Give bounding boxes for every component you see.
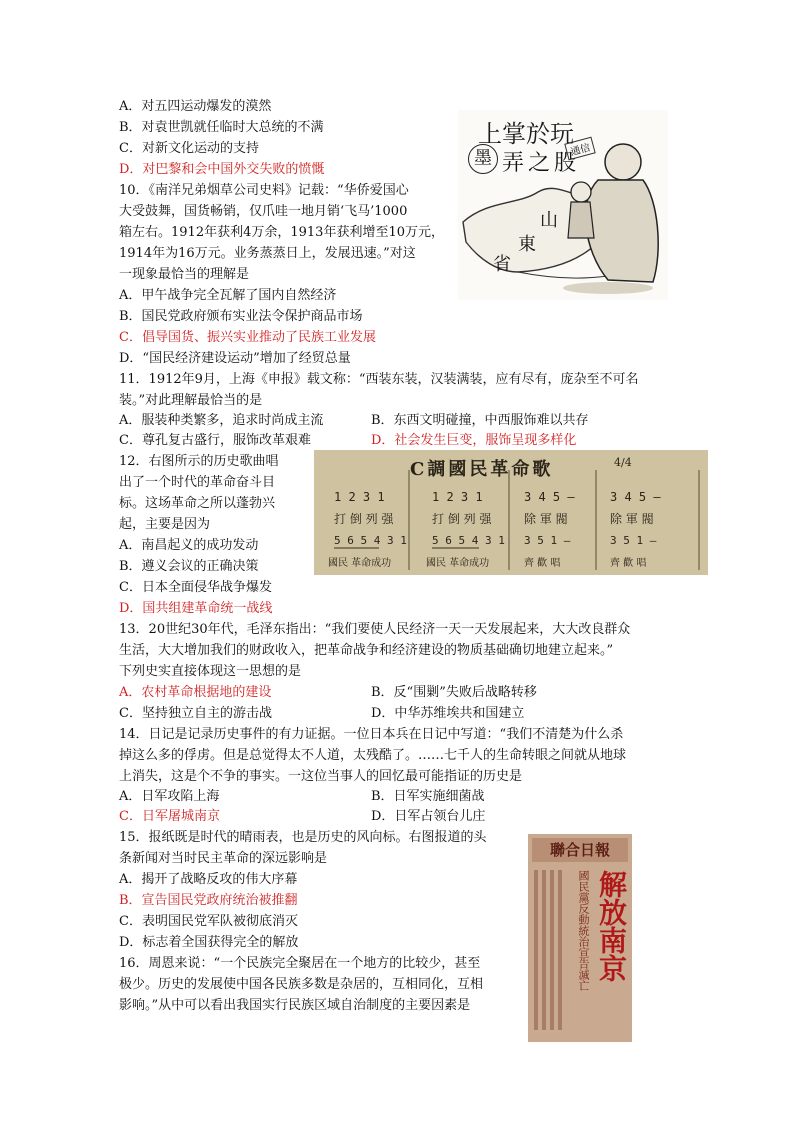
song-notes: 3 4 5 — xyxy=(524,490,575,504)
q10-option-c-answer: C．倡导国货、振兴实业推动了民族工业发展 xyxy=(119,330,376,345)
q15-option-a: A．揭开了战略反攻的伟大序幕 xyxy=(119,872,298,887)
cartoon-tag: 通信 xyxy=(564,137,595,161)
cartoon-seal: 墨 xyxy=(468,144,498,174)
q9-option-b: B．对袁世凯就任临时大总统的不满 xyxy=(119,120,324,135)
song-lyrics: 國民 革命成功 xyxy=(426,558,490,569)
q13-option-d: D．中华苏维埃共和国建立 xyxy=(371,706,525,721)
q9-option-a: A．对五四运动爆发的漠然 xyxy=(119,99,272,114)
q15-option-d: D．标志着全国获得完全的解放 xyxy=(119,935,299,950)
song-lyrics: 除 軍 閥 xyxy=(610,512,654,526)
song-key: C調 xyxy=(410,459,449,480)
q15-option-b-answer: B．宣告国民党政府统治被推翻 xyxy=(119,893,298,908)
q11-option-b: B．东西文明碰撞，中西服饰难以共存 xyxy=(371,413,589,428)
q16-stem-line: 影响。”从中可以看出我国实行民族区域自治制度的主要因素是 xyxy=(119,998,471,1013)
q12-option-b: B．遵义会议的正确决策 xyxy=(119,559,259,574)
q12-stem-line: 12．右图所示的历史歌曲唱 xyxy=(119,454,279,469)
q9-option-d-answer: D．对巴黎和会中国外交失败的愤慨 xyxy=(119,162,325,177)
song-sheet-image xyxy=(314,450,708,575)
q13-stem-line: 13．20世纪30年代，毛泽东指出：“我们要使人民经济一天一天发展起来，大大改良群众 xyxy=(119,622,631,637)
q12-stem-line: 出了一个时代的革命奋斗目 xyxy=(119,475,276,490)
song-lyrics: 打 倒 列 强 xyxy=(432,512,492,526)
q11-stem-line: 11．1912年9月，上海《申报》载文称：“西装东装，汉装满装，应有尽有，庞杂至不可名 xyxy=(119,372,639,387)
cartoon-title-bottom: 股之弄 xyxy=(502,151,581,176)
q14-option-c-answer: C．日军屠城南京 xyxy=(119,809,220,824)
newspaper-headline: 解放南京 xyxy=(595,870,628,982)
q15-stem-line: 15．报纸既是时代的晴雨表，也是历史的风向标。右图报道的头 xyxy=(119,830,487,845)
q16-stem-line: 16．周恩来说：“一个民族完全聚居在一个地方的比较少，甚至 xyxy=(119,956,481,971)
q12-option-d-answer: D．国共组建革命统一战线 xyxy=(119,601,273,616)
song-notes: 1 2 3 1 xyxy=(432,490,483,504)
q12-option-a: A．南昌起义的成功发动 xyxy=(119,538,259,553)
cartoon-map-char: 省 xyxy=(493,254,511,275)
song-title: 國民革命歌 xyxy=(448,459,554,480)
q11-option-c: C．尊孔复古盛行，服饰改革艰难 xyxy=(119,433,311,448)
song-lyrics: 除 軍 閥 xyxy=(524,512,568,526)
song-meter: 4/4 xyxy=(614,456,632,469)
cartoon-map-char: 山 xyxy=(540,210,558,231)
q13-stem-line: 下列史实直接体现这一思想的是 xyxy=(119,664,302,679)
q10-stem-line: 一现象最恰当的理解是 xyxy=(119,267,250,282)
cartoon-map-char: 東 xyxy=(518,234,536,255)
q9-option-c: C．对新文化运动的支持 xyxy=(119,141,259,156)
q15-option-c: C．表明国民党军队被彻底消灭 xyxy=(119,914,298,929)
q13-option-c: C．坚持独立自主的游击战 xyxy=(119,706,272,721)
q12-stem-line: 标。这场革命之所以蓬勃兴 xyxy=(119,496,276,511)
q11-stem-line: 装。”对此理解最恰当的是 xyxy=(119,393,263,408)
song-notes: 3 5 1 — xyxy=(524,534,571,547)
song-lyrics: 國民 革命成功 xyxy=(328,558,392,569)
q15-stem-line: 条新闻对当时民主革命的深远影响是 xyxy=(119,851,328,866)
song-notes: 3 4 5 — xyxy=(610,490,661,504)
song-notes: 5 6 5 4 3 1 xyxy=(334,534,407,547)
q10-option-a: A．甲午战争完全瓦解了国内自然经济 xyxy=(119,288,337,303)
song-lyrics: 齊 歡 唱 xyxy=(524,558,561,569)
q10-stem-line: 箱左右。1912年获利4万余，1913年获利增至10万元， xyxy=(119,225,444,240)
q11-option-a: A．服装种类繁多，追求时尚成主流 xyxy=(119,413,324,428)
q14-stem-line: 掉这么多的俘虏。但是总觉得太不人道，太残酷了。……七千人的生命转眼之间就从地球 xyxy=(119,748,627,763)
song-notes: 1 2 3 1 xyxy=(334,490,385,504)
song-lyrics: 齊 歡 唱 xyxy=(610,558,647,569)
q12-stem-line: 起，主要是因为 xyxy=(119,517,211,532)
cartoon-title-top: 上掌於玩 xyxy=(478,120,574,148)
cartoon-illustration xyxy=(458,110,668,300)
q13-option-b: B．反“围剿”失败后战略转移 xyxy=(371,685,537,700)
song-notes: 3 5 1 — xyxy=(610,534,657,547)
q14-option-a: A．日军攻陷上海 xyxy=(119,789,220,804)
q13-option-a-answer: A．农村革命根据地的建设 xyxy=(119,685,272,700)
q14-option-d: D．日军占领台儿庄 xyxy=(371,809,486,824)
q13-stem-line: 生活，大大增加我们的财政收入，把革命战争和经济建设的物质基础确切地建立起来。” xyxy=(119,643,614,658)
q14-stem-line: 上消失，这是个不争的事实。一这位当事人的回忆最可能指证的历史是 xyxy=(119,769,523,784)
newspaper-image xyxy=(528,834,632,1042)
q10-option-b: B．国民党政府颁布实业法令保护商品市场 xyxy=(119,309,363,324)
q14-stem-line: 14．日记是记录历史事件的有力证据。一位日本兵在日记中写道：“我们不清楚为什么杀 xyxy=(119,727,624,742)
q11-option-d-answer: D．社会发生巨变，服饰呈现多样化 xyxy=(371,433,577,448)
newspaper-text-columns xyxy=(532,870,564,1035)
song-lyrics: 打 倒 列 强 xyxy=(334,512,394,526)
newspaper-masthead: 報日合聯 xyxy=(532,838,628,862)
q10-stem-line: 大受鼓舞，国货畅销，仅爪哇一地月销‘飞马’1000 xyxy=(119,204,408,219)
q16-stem-line: 极少。历史的发展使中国各民族多数是杂居的，互相同化，互相 xyxy=(119,977,484,992)
q12-option-c: C．日本全面侵华战争爆发 xyxy=(119,580,272,595)
q10-option-d: D．“国民经济建设运动”增加了经贸总量 xyxy=(119,351,351,366)
q10-stem-line: 10．《南洋兄弟烟草公司史料》记载：“华侨爱国心 xyxy=(119,183,409,198)
q14-option-b: B．日军实施细菌战 xyxy=(371,789,485,804)
q10-stem-line: 1914年为16万元。业务蒸蒸日上，发展迅速。”对这 xyxy=(119,246,416,261)
newspaper-subhead: 國民黨反動統治宣告滅亡 xyxy=(577,870,590,991)
song-notes: 5 6 5 4 3 1 xyxy=(432,534,505,547)
